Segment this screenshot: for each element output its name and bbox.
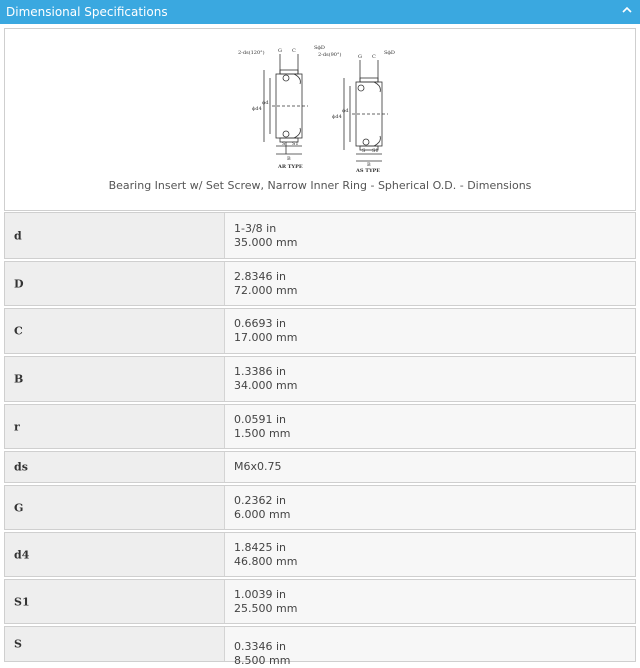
panel-header[interactable] [0,0,640,24]
spec-key: d4 [14,548,30,561]
as-sphi-d-label: SϕD [384,50,395,56]
panel-title: Dimensional Specifications [6,5,168,19]
spec-value-mm: 72.000 mm [234,283,298,297]
spec-key: S [14,637,22,651]
spec-value-mm: 35.000 mm [234,235,298,249]
spec-value-mm: 17.000 mm [234,331,298,344]
as-c-label: C [372,54,376,60]
spec-key-cell [5,627,225,661]
spec-key-cell [5,213,225,258]
dimension-figure [4,28,636,211]
spec-row-r [4,404,636,449]
spec-value-in: 0.0591 in [234,412,287,426]
as-d4-label: ϕd4 [332,114,342,120]
as-s-label: S [362,148,366,154]
spec-row-S1 [4,579,636,624]
ar-s1-label: S1 [292,141,299,147]
spec-row-S [4,626,636,667]
spec-value-cell [234,413,290,441]
spec-value-cell [234,541,297,569]
spec-value-mm: 46.800 mm [234,554,298,568]
spec-key: S1 [14,595,30,608]
as-g-label: G [358,54,362,60]
spec-row-ds [4,451,636,483]
as-s1-label: S1 [372,148,379,154]
spec-value-mm: 6.000 mm [234,507,291,521]
spec-key-cell [5,309,225,353]
as-type-label: AS TYPE [356,168,381,174]
ar-g-label: G [278,48,282,54]
ar-b-label: B [287,156,291,162]
spec-row-d [4,212,636,259]
spec-value-cell [234,588,297,616]
spec-key-cell [5,486,225,529]
spec-key: ds [14,460,28,474]
as-b-label: B [367,162,371,168]
chevron-up-icon[interactable] [622,5,632,15]
spec-value-cell [234,270,297,298]
spec-key-cell [5,357,225,401]
spec-value-in: 1-3/8 in [234,221,277,235]
as-ds-label: 2-ds(90°) [318,52,342,58]
spec-key-cell [5,580,225,623]
spec-value-in: 1.0039 in [234,587,287,601]
spec-value-in: 0.3346 in [234,640,287,653]
spec-value-cell [234,365,297,393]
spec-value-in: 2.8346 in [234,269,287,283]
spec-key: r [14,420,20,433]
ar-type-label: AR TYPE [278,164,303,170]
bearing-dimension-diagram [234,44,414,174]
spec-value-in: 1.3386 in [234,365,287,378]
as-d-label: ϕd [342,108,349,114]
spec-key-cell [5,262,225,305]
spec-key-cell [5,452,225,482]
spec-value-cell [234,494,290,522]
ar-ds-label: 2-ds(120°) [238,50,265,56]
spec-value-cell [234,460,282,474]
spec-value-mm: 25.500 mm [234,601,298,615]
figure-caption: Bearing Insert w/ Set Screw, Narrow Inner Ring - Spherical O.D. - Dimensions [108,179,532,192]
spec-key: d [14,229,22,242]
ar-c-label: C [292,48,296,54]
spec-key: C [14,324,23,338]
spec-value-cell [234,222,297,250]
spec-key: D [14,277,24,290]
ar-d4-label: ϕd4 [252,106,262,112]
spec-row-G [4,485,636,530]
spec-row-B [4,356,636,402]
spec-value-mm: 34.000 mm [234,379,298,392]
spec-value-mm: 1.500 mm [234,426,291,440]
spec-value-in: 1.8425 in [234,540,287,554]
spec-value-in: 0.2362 in [234,493,287,507]
spec-key: B [14,372,24,386]
spec-key-cell [5,405,225,448]
spec-row-D [4,261,636,306]
ar-s-label: S [282,141,286,147]
spec-row-C [4,308,636,354]
ar-d-label: ϕd [262,100,269,106]
spec-value-mm: 8.500 mm [234,654,291,667]
spec-value-cell [234,317,297,345]
spec-row-d4 [4,532,636,577]
spec-value-cell [234,640,290,668]
ar-sphi-d-label: SϕD [314,45,325,51]
spec-value: M6x0.75 [234,460,282,473]
spec-key-cell [5,533,225,576]
spec-key: G [14,501,24,514]
spec-value-in: 0.6693 in [234,317,287,330]
